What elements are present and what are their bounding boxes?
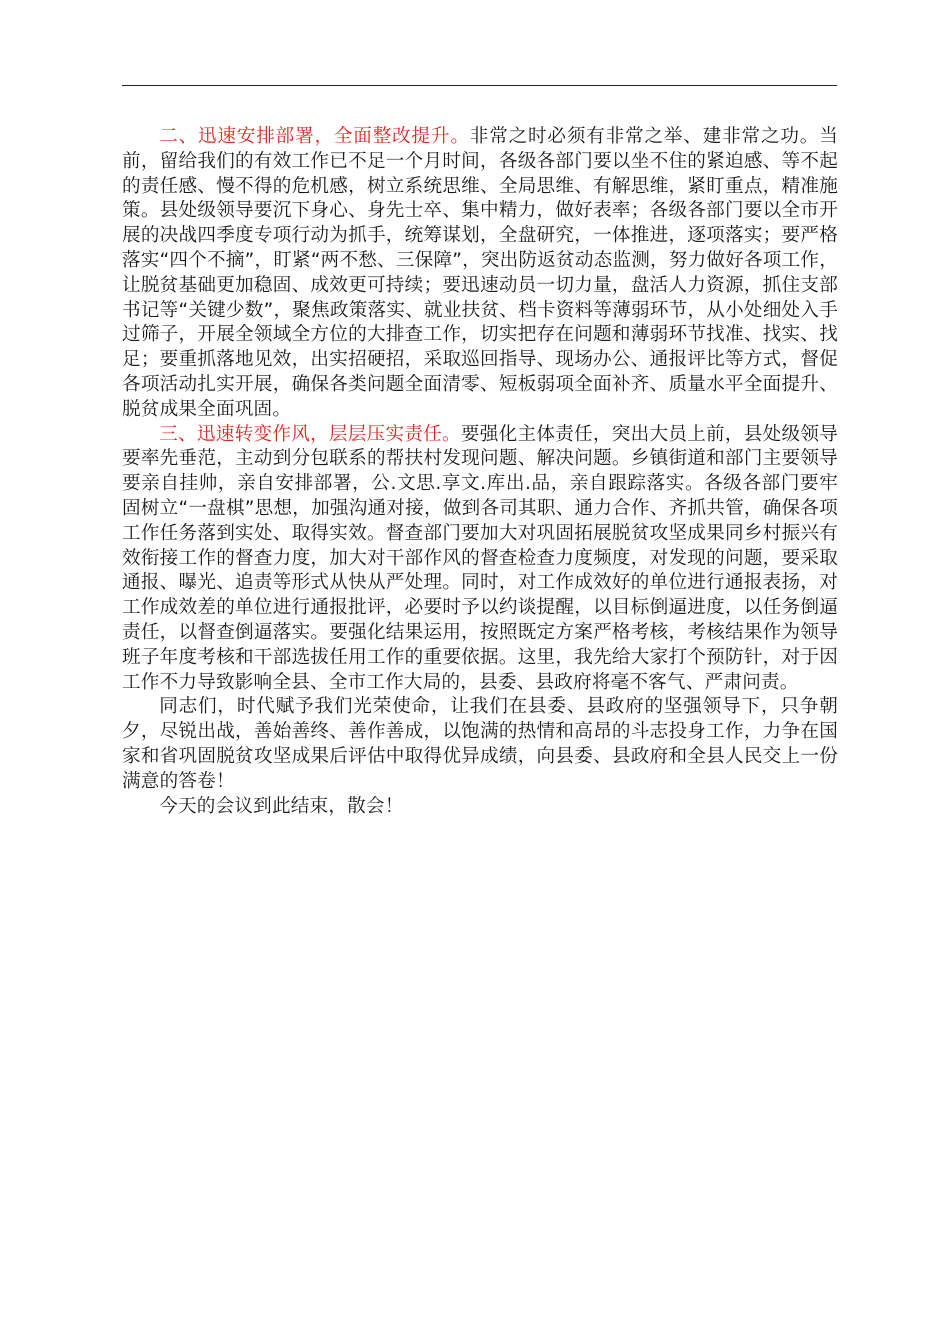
paragraph-section-three xyxy=(122,423,838,696)
paragraph-text: 非常之时必须有非常之举、建非常之功。当前，留给我们的有效工作已不足一个月时间，各级各部门要以坐不住的紧迫感、等不起的责任感、慢不得的危机感，树立系统思维、全局思维、有解思维，紧盯重点，精准施策。县处级领导要沉下身心、身先士卒、集中精力，做好表率；各级各部门要以全市开展的决战四季度专项行动为抓手，统筹谋划，全盘研究，一体推进，逐项落实；要严格落实“四个不摘”，盯紧“两不愁、三保障”，突出防返贫动态监测，努力做好各项工作，让脱贫基础更加稳固、成效更可持续；要迅速动员一切力量，盘活人力资源，抓住支部书记等“关键少数”，聚焦政策落实、就业扶贫、档卡资料等薄弱环节，从小处细处入手过筛子，开展全领域全方位的大排查工作，切实把存在问题和薄弱环节找准、找实、找足；要重抓落地见效，出实招硬招，采取巡回指导、现场办公、通报评比等方式，督促各项活动扎实开展，确保各类问题全面清零、短板弱项全面补齐、质量水平全面提升、脱贫成果全面巩固。 xyxy=(122,126,838,420)
paragraph-closing-remarks xyxy=(122,695,838,794)
paragraph-text: 要强化主体责任，突出大员上前，县处级领导要率先垂范，主动到分包联系的帮扶村发现问题、解决问题。乡镇街道和部门主要领导要亲自挂帅，亲自安排部署，公.文思.享文.库出.品，亲自跟踪落实。各级各部门要牢固树立“一盘棋”思想，加强沟通对接，做到各司其职、通力合作、齐抓共管，确保各项工作任务落到实处、取得实效。督查部门要加大对巩固拓展脱贫攻坚成果同乡村振兴有效衔接工作的督查力度，加大对干部作风的督查检查力度频度，对发现的问题，要采取通报、曝光、追责等形式从快从严处理。同时，对工作成效好的单位进行通报表扬，对工作成效差的单位进行通报批评，必要时予以约谈提醒，以目标倒逼进度，以任务倒逼责任，以督查倒逼落实。要强化结果运用，按照既定方案严格考核，考核结果作为领导班子年度考核和干部选拔任用工作的重要依据。这里，我先给大家打个预防针，对于因工作不力导致影响全县、全市工作大局的，县委、县政府将毫不客气、严肃问责。 xyxy=(122,423,838,693)
paragraph-section-two xyxy=(122,125,838,423)
paragraph-text: 今天的会议到此结束，散会！ xyxy=(159,795,404,817)
paragraph-text: 同志们，时代赋予我们光荣使命，让我们在县委、县政府的坚强领导下，只争朝夕，尽锐出战，善始善终、善作善成，以饱满的热情和高昂的斗志投身工作，力争在国家和省巩固脱贫攻坚成果后评估中取得优异成绩，向县委、县政府和全县人民交上一份满意的答卷！ xyxy=(122,696,838,792)
paragraph-meeting-end xyxy=(122,795,838,820)
document-body xyxy=(122,125,838,819)
section-heading: 二、迅速安排部署，全面整改提升。 xyxy=(159,126,470,147)
header-rule xyxy=(122,85,837,86)
section-heading: 三、迅速转变作风，层层压实责任。 xyxy=(159,423,461,445)
